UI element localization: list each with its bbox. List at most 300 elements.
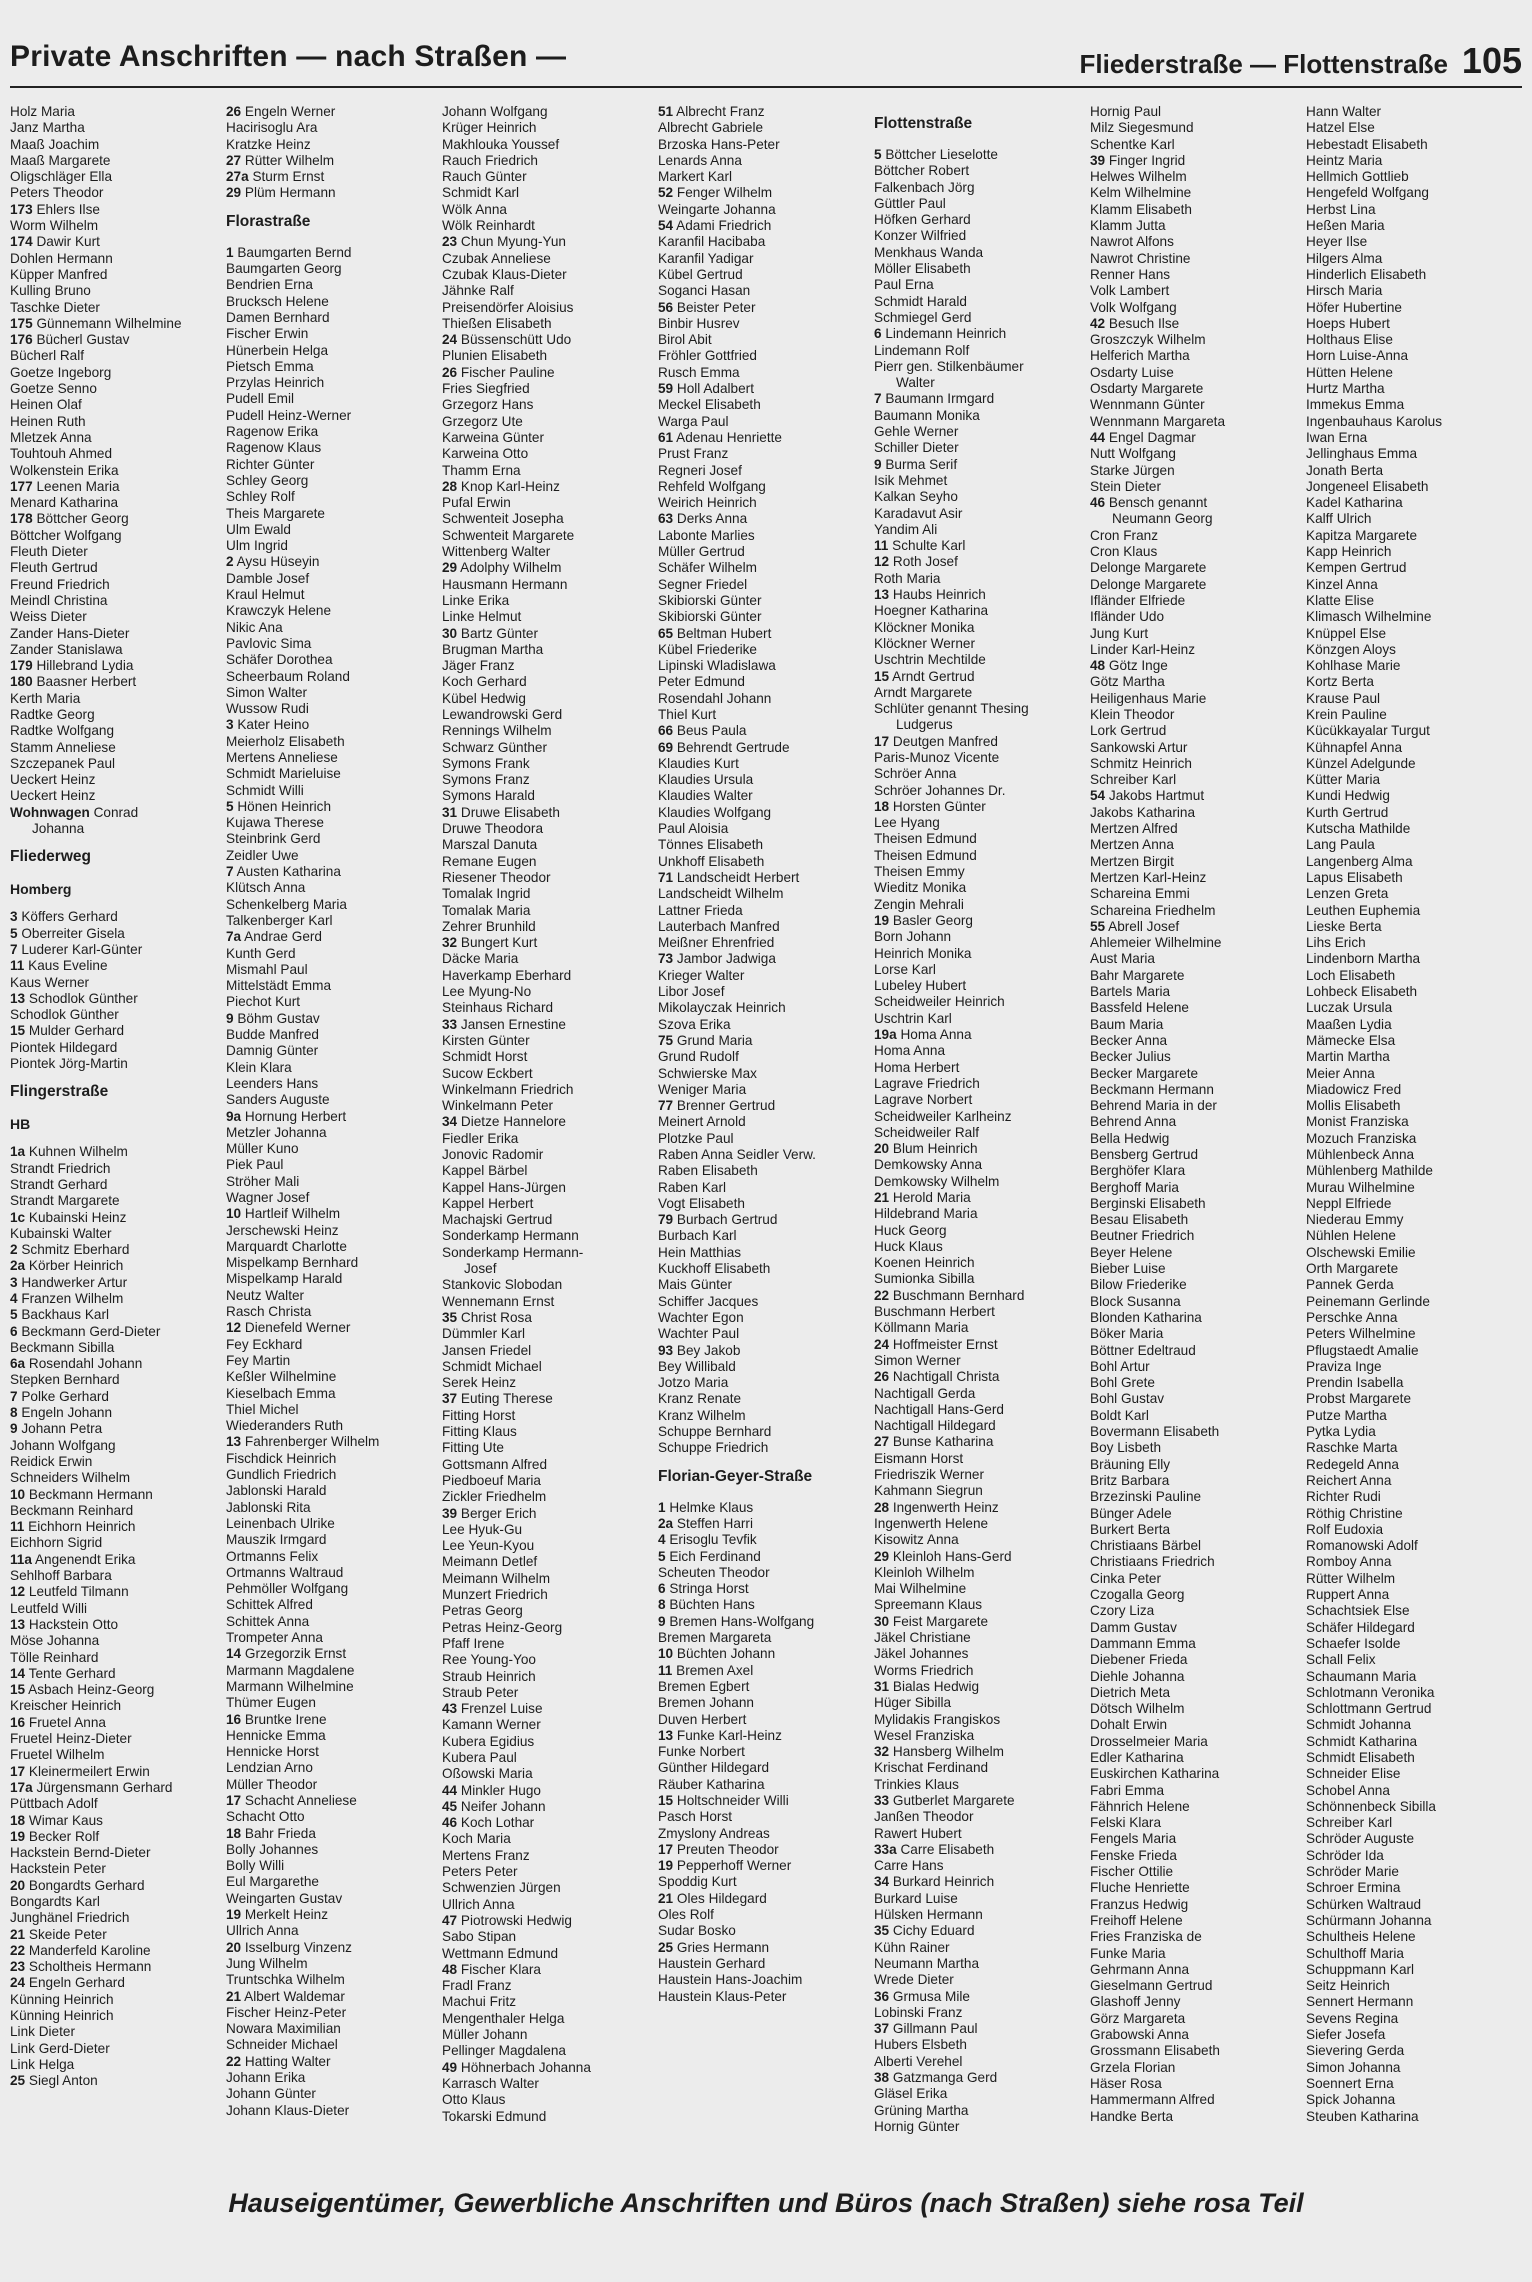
resident-name: Kamann Werner: [442, 1717, 541, 1733]
resident-name: Schwenteit Josepha: [442, 511, 564, 527]
resident-entry: [874, 1076, 1084, 1092]
resident-entry: [442, 984, 652, 1000]
house-number: 71: [658, 869, 674, 885]
house-number: 34: [874, 1874, 890, 1890]
resident-name: Siegl Anton: [28, 2073, 98, 2089]
resident-entry: [658, 332, 868, 348]
resident-name: Schwenteit Margarete: [442, 527, 575, 543]
resident-name: Schröer Anna: [874, 766, 957, 782]
resident-entry: [226, 440, 436, 456]
resident-name: Ulm Ewald: [226, 521, 291, 537]
resident-entry: [1306, 2076, 1516, 2092]
resident-name: Kühnapfel Anna: [1306, 739, 1402, 755]
resident-entry: [10, 397, 220, 413]
resident-entry: [1090, 495, 1300, 511]
resident-entry: [442, 1880, 652, 1896]
resident-name: Kulling Bruno: [10, 283, 91, 299]
resident-name: Martin Martha: [1306, 1049, 1390, 1065]
resident-entry: [874, 180, 1084, 196]
resident-name: Nachtigall Gerda: [874, 1385, 976, 1401]
resident-name: Scheidweiler Heinrich: [874, 994, 1005, 1010]
resident-entry: [874, 783, 1084, 799]
resident-name: Feist Margarete: [892, 1613, 989, 1629]
house-number: 28: [874, 1499, 890, 1515]
resident-name: Touhtouh Ahmed: [10, 446, 113, 462]
resident-entry: [442, 1277, 652, 1293]
resident-name: Gieselmann Gertrud: [1090, 1978, 1213, 1994]
resident-name: Mertzen Birgit: [1090, 853, 1174, 869]
resident-entry: [658, 1277, 868, 1293]
resident-name: Däcke Maria: [442, 951, 519, 967]
house-number: 66: [658, 723, 674, 739]
resident-name: Müller Theodor: [226, 1776, 318, 1792]
resident-entry: [442, 332, 652, 348]
resident-name: Schlottmann Gertrud: [1306, 1701, 1432, 1717]
resident-name: Druwe Theodora: [442, 821, 544, 837]
resident-entry: [226, 1190, 436, 1206]
resident-entry: [442, 1766, 652, 1782]
resident-name: Drosselmeier Maria: [1090, 1733, 1208, 1749]
resident-entry: [1090, 1848, 1300, 1864]
resident-entry: [1306, 528, 1516, 544]
resident-entry: [226, 1826, 436, 1842]
resident-entry: [442, 1147, 652, 1163]
resident-name: Schaumann Maria: [1306, 1668, 1417, 1684]
resident-entry: [226, 1320, 436, 1336]
resident-name: Jung Kurt: [1090, 625, 1149, 641]
resident-entry: [1090, 283, 1300, 299]
resident-entry: [1306, 1652, 1516, 1668]
resident-name: Rütter Wilhelm: [1306, 1570, 1396, 1586]
resident-entry: [226, 1043, 436, 1059]
resident-name: Ulm Ingrid: [226, 538, 288, 554]
resident-name: Sabo Stipan: [442, 1929, 517, 1945]
house-number: 25: [658, 1939, 674, 1955]
resident-entry: [874, 1239, 1084, 1255]
resident-entry: [10, 2041, 220, 2057]
resident-entry: [1090, 1587, 1300, 1603]
resident-entry: [1090, 1522, 1300, 1538]
resident-name: Hillebrand Lydia: [36, 658, 134, 674]
house-number: 24: [10, 1975, 26, 1991]
resident-entry: [658, 658, 868, 674]
resident-name: Kücükkayalar Turgut: [1306, 723, 1430, 739]
resident-name: Weiss Dieter: [10, 609, 87, 625]
resident-name: Schäfer Hildegard: [1306, 1619, 1415, 1635]
house-number: 35: [874, 1923, 890, 1939]
resident-name: Knop Karl-Heinz: [460, 478, 560, 494]
resident-entry: [1090, 805, 1300, 821]
resident-entry: [658, 1874, 868, 1890]
resident-entry: [1306, 1831, 1516, 1847]
resident-name: Euskirchen Katharina: [1090, 1766, 1220, 1782]
resident-entry: [442, 1750, 652, 1766]
resident-name: Bongardts Karl: [10, 1893, 100, 1909]
resident-name: Hackstein Otto: [28, 1616, 119, 1632]
resident-entry: [10, 1144, 220, 1160]
resident-name: Menard Katharina: [10, 495, 119, 511]
resident-entry: [442, 1489, 652, 1505]
resident-entry: [226, 473, 436, 489]
resident-name: Homa Anna: [874, 1043, 946, 1059]
resident-entry: [442, 1831, 652, 1847]
resident-name: Maaß Margarete: [10, 152, 111, 168]
resident-entry: [442, 1180, 652, 1196]
resident-name: Klaudies Wolfgang: [658, 804, 772, 820]
resident-entry: [1090, 1391, 1300, 1407]
resident-entry: [874, 473, 1084, 489]
resident-entry: [1090, 1685, 1300, 1701]
resident-name: Petras Heinz-Georg: [442, 1619, 563, 1635]
resident-name: Duven Herbert: [658, 1711, 747, 1727]
resident-name: Bartels Maria: [1090, 984, 1171, 1000]
house-number: 19: [658, 1858, 674, 1874]
house-number: 46: [442, 1815, 458, 1831]
resident-entry: [1090, 1880, 1300, 1896]
house-number: 69: [658, 739, 674, 755]
resident-entry: [1306, 1880, 1516, 1896]
resident-entry: [1090, 300, 1300, 316]
house-number: 23: [10, 1959, 26, 1975]
house-number: 21: [226, 1988, 242, 2004]
resident-name: Hartleif Wilhelm: [244, 1206, 341, 1222]
resident-entry: [874, 440, 1084, 456]
resident-name: Pavlovic Sima: [226, 635, 312, 651]
resident-entry: [1306, 104, 1516, 120]
resident-name: Hirsch Maria: [1306, 283, 1383, 299]
resident-name: Becker Margarete: [1090, 1065, 1199, 1081]
resident-name: Janßen Theodor: [874, 1809, 974, 1825]
resident-entry: [874, 1174, 1084, 1190]
resident-entry: [226, 1141, 436, 1157]
resident-entry: [226, 1239, 436, 1255]
resident-entry: [1306, 544, 1516, 560]
resident-entry: [10, 1405, 220, 1421]
resident-name: Kraul Helmut: [226, 587, 305, 603]
resident-name: Romboy Anna: [1306, 1554, 1392, 1570]
resident-entry: [658, 495, 868, 511]
resident-entry: [658, 463, 868, 479]
resident-name: Müller Johann: [442, 2027, 528, 2043]
resident-entry: [442, 1897, 652, 1913]
house-number: 11: [874, 538, 889, 554]
resident-entry: [10, 528, 220, 544]
resident-name: Immekus Emma: [1306, 397, 1405, 413]
resident-entry: [10, 2008, 220, 2024]
resident-entry: [442, 1554, 652, 1570]
resident-name: Vogt Elisabeth: [658, 1195, 745, 1211]
header-title-left: Private Anschriften — nach Straßen —: [10, 40, 567, 73]
resident-name: Carre Elisabeth: [900, 1841, 995, 1857]
resident-entry: [1306, 316, 1516, 332]
resident-name: Manderfeld Karoline: [28, 1942, 151, 1958]
resident-entry: [874, 848, 1084, 864]
resident-entry: [1306, 772, 1516, 788]
resident-entry: [874, 1989, 1084, 2005]
resident-name: Schönnenbeck Sibilla: [1306, 1798, 1436, 1814]
resident-entry: [658, 479, 868, 495]
resident-name: Wettmann Edmund: [442, 1945, 559, 1961]
resident-entry: [10, 1992, 220, 2008]
resident-entry: [10, 1535, 220, 1551]
resident-entry: [874, 1206, 1084, 1222]
resident-entry: [658, 854, 868, 870]
resident-name: Behrend Anna: [1090, 1114, 1177, 1130]
resident-name: Deutgen Manfred: [892, 733, 998, 749]
resident-entry: [442, 968, 652, 984]
resident-name: Boy Lisbeth: [1090, 1440, 1162, 1456]
resident-entry: [442, 316, 652, 332]
resident-entry: [1306, 870, 1516, 886]
resident-name: Theisen Edmund: [874, 831, 977, 847]
resident-entry: [1090, 1897, 1300, 1913]
resident-entry: [1090, 511, 1300, 527]
resident-name: Marquardt Charlotte: [226, 1238, 347, 1254]
resident-name: Wachter Egon: [658, 1309, 744, 1325]
resident-name: Schneider Elise: [1306, 1766, 1401, 1782]
resident-entry: [1090, 1669, 1300, 1685]
resident-name: Tölle Reinhard: [10, 1649, 99, 1665]
resident-name: Piontek Jörg-Martin: [10, 1056, 128, 1072]
resident-name: Fitting Klaus: [442, 1424, 517, 1440]
resident-entry: [442, 1294, 652, 1310]
resident-name: Radtke Georg: [10, 706, 95, 722]
house-number: 59: [658, 381, 674, 397]
resident-name: Yandim Ali: [874, 521, 938, 537]
resident-name: Bolly Johannes: [226, 1841, 319, 1857]
resident-entry: [1090, 854, 1300, 870]
resident-name: Besuch Ilse: [1108, 315, 1180, 331]
house-number: 26: [442, 364, 458, 380]
resident-entry: [1090, 691, 1300, 707]
resident-entry: [1306, 137, 1516, 153]
resident-name: Preuten Theodor: [676, 1841, 779, 1857]
resident-name: Basler Georg: [892, 912, 973, 928]
resident-entry: [10, 1161, 220, 1177]
resident-name: Lapus Elisabeth: [1306, 869, 1403, 885]
resident-name: Becker Rolf: [28, 1828, 100, 1844]
resident-entry: [442, 1391, 652, 1407]
house-number: 19: [226, 1907, 242, 1923]
resident-entry: [442, 756, 652, 772]
resident-entry: [1306, 1669, 1516, 1685]
resident-name: Pudell Heinz-Werner: [226, 407, 352, 423]
resident-entry: [874, 799, 1084, 815]
resident-entry: [1090, 365, 1300, 381]
directory-column-7: [1306, 104, 1522, 2150]
resident-name: Schiller Dieter: [874, 440, 959, 456]
resident-entry: [658, 642, 868, 658]
resident-name: Marszal Danuta: [442, 837, 538, 853]
resident-name: Kempen Gertrud: [1306, 560, 1407, 576]
resident-name: Arndt Margarete: [874, 684, 973, 700]
resident-entry: [226, 1565, 436, 1581]
resident-entry: [1090, 642, 1300, 658]
resident-entry: [874, 929, 1084, 945]
resident-entry: [658, 1516, 868, 1532]
resident-entry: [442, 1799, 652, 1815]
resident-name: Mauszik Irmgard: [226, 1532, 327, 1548]
resident-entry: [1090, 1326, 1300, 1342]
resident-entry: [10, 1519, 220, 1535]
house-number: 37: [442, 1391, 458, 1407]
resident-entry: [1090, 674, 1300, 690]
resident-entry: [1090, 185, 1300, 201]
resident-name: Keßler Wilhelmine: [226, 1369, 337, 1385]
resident-name: Grzegorz Ute: [442, 413, 523, 429]
resident-entry: [10, 2024, 220, 2040]
resident-name: Kuckhoff Elisabeth: [658, 1261, 771, 1277]
resident-entry: [874, 978, 1084, 994]
resident-name: Schacht Anneliese: [244, 1792, 357, 1808]
resident-entry: [442, 1408, 652, 1424]
resident-entry: [10, 991, 220, 1007]
resident-entry: [442, 837, 652, 853]
resident-name: Böttcher Lieselotte: [885, 147, 998, 162]
resident-entry: [658, 560, 868, 576]
resident-entry: [10, 316, 220, 332]
resident-name: Leuthen Euphemia: [1306, 902, 1421, 918]
resident-entry: [226, 669, 436, 685]
resident-entry: [658, 1408, 868, 1424]
resident-name: Eul Margarethe: [226, 1874, 319, 1890]
resident-name: Hülsken Hermann: [874, 1907, 983, 1923]
resident-entry: [1090, 1408, 1300, 1424]
resident-entry: [874, 424, 1084, 440]
resident-entry: [10, 414, 220, 430]
resident-entry: [226, 1630, 436, 1646]
resident-entry: [1090, 1815, 1300, 1831]
resident-name: Isselburg Vinzenz: [244, 1939, 352, 1955]
resident-entry: [874, 1842, 1084, 1858]
house-number: 4: [658, 1532, 666, 1548]
house-number: 12: [874, 554, 890, 570]
resident-entry: [874, 196, 1084, 212]
resident-name: Böttcher Wolfgang: [10, 527, 122, 543]
resident-name: Meimann Detlef: [442, 1554, 538, 1570]
resident-entry: [1306, 1245, 1516, 1261]
resident-name: Schmiegel Gerd: [874, 309, 972, 325]
resident-entry: [10, 446, 220, 462]
resident-entry: [1090, 2043, 1300, 2059]
resident-entry: [874, 1353, 1084, 1369]
resident-entry: [658, 707, 868, 723]
resident-name: Jellinghaus Emma: [1306, 446, 1418, 462]
resident-entry: [1306, 1962, 1516, 1978]
resident-entry: [442, 919, 652, 935]
resident-entry: [1306, 1750, 1516, 1766]
resident-name: Edler Katharina: [1090, 1749, 1184, 1765]
resident-entry: [1306, 1636, 1516, 1652]
resident-name: Bohl Gustav: [1090, 1391, 1165, 1407]
resident-name: Bongardts Gerhard: [28, 1877, 145, 1893]
resident-name: Starke Jürgen: [1090, 462, 1175, 478]
house-number: 28: [442, 478, 458, 494]
resident-name: Machui Fritz: [442, 1994, 517, 2010]
house-number: 73: [658, 951, 674, 967]
house-number: 17: [226, 1792, 242, 1808]
resident-entry: [442, 1522, 652, 1538]
resident-entry: [1306, 463, 1516, 479]
resident-entry: [874, 1320, 1084, 1336]
resident-entry: [1090, 1440, 1300, 1456]
resident-name: Dümmler Karl: [442, 1326, 526, 1342]
resident-entry: [658, 772, 868, 788]
resident-name: Jähnke Ralf: [442, 283, 514, 299]
resident-name: Rütter Wilhelm: [244, 152, 335, 168]
resident-entry: [226, 2086, 436, 2102]
resident-name: Langenberg Alma: [1306, 853, 1413, 869]
resident-entry: [658, 104, 868, 120]
house-number: 32: [442, 935, 458, 951]
resident-name: Fenger Wilhelm: [676, 185, 773, 201]
resident-entry: [1306, 707, 1516, 723]
resident-name: Soganci Hasan: [658, 283, 751, 299]
resident-entry: [10, 609, 220, 625]
resident-name: Skibiorski Günter: [658, 609, 762, 625]
resident-entry: [226, 1793, 436, 1809]
resident-entry: [226, 783, 436, 799]
resident-name: Grzegorz Hans: [442, 397, 534, 413]
resident-entry: [442, 1946, 652, 1962]
resident-entry: [1090, 1913, 1300, 1929]
resident-entry: [442, 2027, 652, 2043]
resident-name: Mai Wilhelmine: [874, 1581, 967, 1597]
resident-name: Karrasch Walter: [442, 2075, 539, 2091]
resident-entry: [874, 750, 1084, 766]
resident-entry: [226, 1858, 436, 1874]
resident-entry: [442, 1603, 652, 1619]
resident-name: Link Gerd-Dieter: [10, 2040, 110, 2056]
directory-column-4: [658, 104, 874, 2150]
resident-name: Häser Rosa: [1090, 2075, 1162, 2091]
resident-entry: [1090, 430, 1300, 446]
resident-name: Schmidt Johanna: [1306, 1717, 1412, 1733]
resident-name: Johann Erika: [226, 2070, 306, 2086]
resident-entry: [226, 636, 436, 652]
house-number: 44: [442, 1782, 458, 1798]
resident-name: Lee Myung-No: [442, 984, 532, 1000]
resident-name: Paul Aloisia: [658, 821, 729, 837]
resident-name: Ingenbauhaus Karolus: [1306, 413, 1443, 429]
resident-entry: [874, 1451, 1084, 1467]
resident-name: Peinemann Gerlinde: [1306, 1293, 1430, 1309]
resident-name: Küpper Manfred: [10, 266, 108, 282]
house-number: 5: [658, 1548, 666, 1564]
resident-name: Beus Paula: [676, 723, 747, 739]
resident-name: Schäfer Wilhelm: [658, 560, 757, 576]
resident-name: Pflugstaedt Amalie: [1306, 1342, 1419, 1358]
resident-name: Rauch Günter: [442, 169, 527, 185]
resident-name: Remane Eugen: [442, 853, 537, 869]
resident-entry: [226, 1125, 436, 1141]
resident-entry: [1306, 1571, 1516, 1587]
resident-name: Ree Young-Yoo: [442, 1652, 536, 1668]
resident-entry: [1306, 397, 1516, 413]
resident-name: Schittek Alfred: [226, 1597, 313, 1613]
resident-name: Fischer Heinz-Peter: [226, 2004, 347, 2020]
resident-name: Thiel Kurt: [658, 706, 717, 722]
resident-entry: [1306, 267, 1516, 283]
house-number: 26: [226, 104, 242, 119]
resident-entry: [1306, 2027, 1516, 2043]
resident-entry: [658, 1646, 868, 1662]
resident-entry: [874, 620, 1084, 636]
resident-name: Landscheidt Wilhelm: [658, 886, 784, 902]
resident-entry: [1306, 218, 1516, 234]
resident-name: Sennert Hermann: [1306, 1994, 1414, 2010]
house-number: 177: [10, 478, 33, 494]
